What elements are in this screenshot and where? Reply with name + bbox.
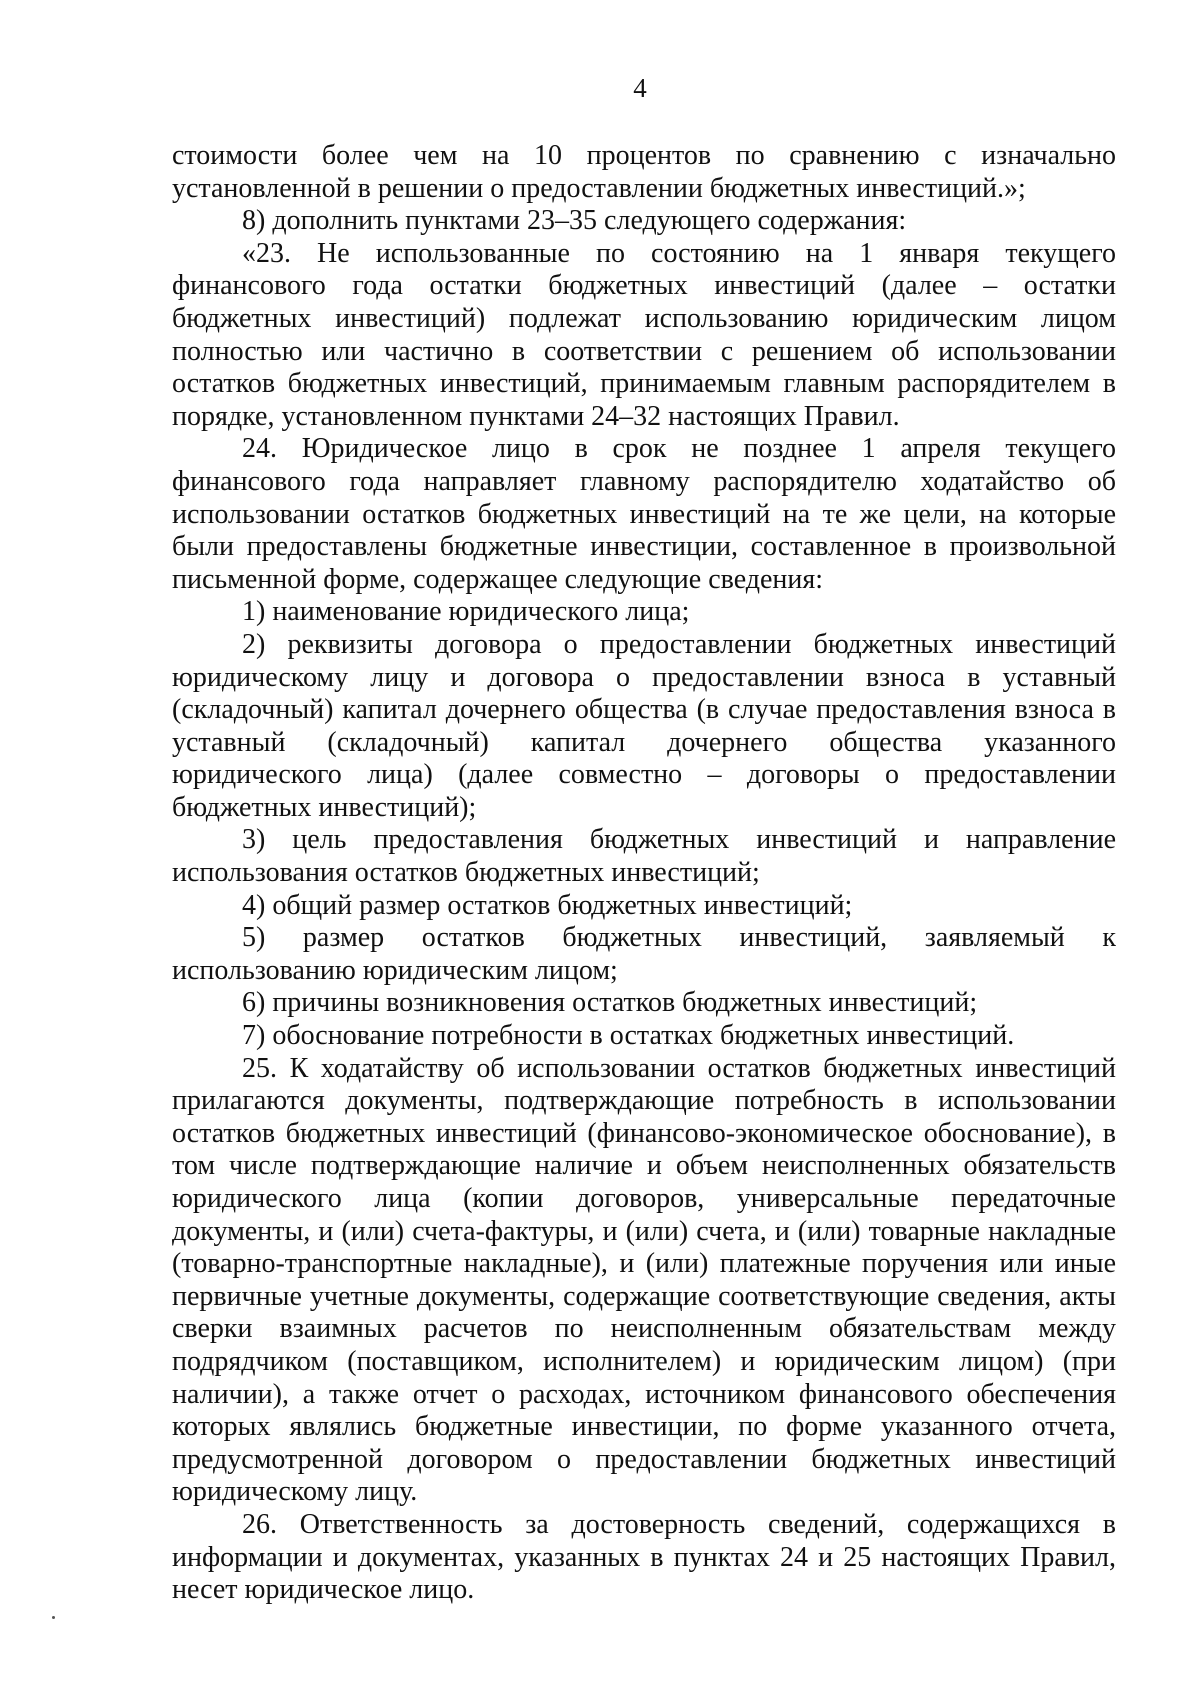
document-body [172,140,1116,1607]
paragraph-25: 25. К ходатайству об использовании остатков бюджетных инвестиций прилагаются документы, подтверждающие потребность в использовании остатков бюджетных инвестиций (финансово-экономическое обоснование), в том числе подтверждающие наличие и объем неисполненных обязательств юридического лица (копии договоров, универсальные передаточные документы, и (или) счета-фактуры, и (или) счета, и (или) товарные накладные (товарно-транспортные накладные), и (или) платежные поручения или иные первичные учетные документы, содержащие соответствующие сведения, акты сверки взаимных расчетов по неисполненным обязательствам между подрядчиком (поставщиком, исполнителем) и юридическим лицом) (при наличии), а также отчет о расходах, источником финансового обеспечения которых являлись бюджетные инвестиции, по форме указанного отчета, предусмотренной договором о предоставлении бюджетных инвестиций юридическому лицу. [172,1052,1116,1508]
paragraph-continuation: стоимости более чем на 10 процентов по сравнению с изначально установленной в решении о предоставлении бюджетных инвестиций.»; [172,140,1116,204]
list-item-5: 5) размер остатков бюджетных инвестиций, заявляемый к использованию юридическим лицом; [172,922,1116,986]
paragraph-26: 26. Ответственность за достоверность сведений, содержащихся в информации и документах, указанных в пунктах 24 и 25 настоящих Правил, несет юридическое лицо. [172,1508,1116,1606]
paragraph-24: 24. Юридическое лицо в срок не позднее 1 апреля текущего финансового года направляет главному распорядителю ходатайство об использовании остатков бюджетных инвестиций на те же цели, на которые были предоставлены бюджетные инвестиции, составленное в произвольной письменной форме, содержащее следующие сведения: [172,433,1116,595]
page-number: 4 [633,73,647,103]
list-item-4: 4) общий размер остатков бюджетных инвестиций; [242,889,853,921]
paragraph-item-8: 8) дополнить пунктами 23–35 следующего содержания: [242,205,907,237]
list-item-3: 3) цель предоставления бюджетных инвестиций и направление использования остатков бюджетных инвестиций; [172,824,1116,889]
list-item-1: 1) наименование юридического лица; [242,596,690,628]
list-item-7: 7) обоснование потребности в остатках бюджетных инвестиций. [242,1020,1015,1052]
list-item-2: 2) реквизиты договора о предоставлении бюджетных инвестиций юридическому лицу и договора о предоставлении взноса в уставный (складочный) капитал дочернего общества (в случае предоставления взноса в уставный (складочный) капитал дочернего общества указанного юридического лица) (далее совместно – договоры о предоставлении бюджетных инвестиций); [172,628,1116,823]
list-item-6: 6) причины возникновения остатков бюджетных инвестиций; [242,987,978,1019]
paragraph-23: «23. Не использованные по состоянию на 1 января текущего финансового года остатки бюджетных инвестиций (далее – остатки бюджетных инвестиций) подлежат использованию юридическим лицом полностью или частично в соответствии с решением об использовании остатков бюджетных инвестиций, принимаемым главным распорядителем в порядке, установленном пунктами 24–32 настоящих Правил. [172,237,1116,432]
scan-speck [52,1616,55,1619]
